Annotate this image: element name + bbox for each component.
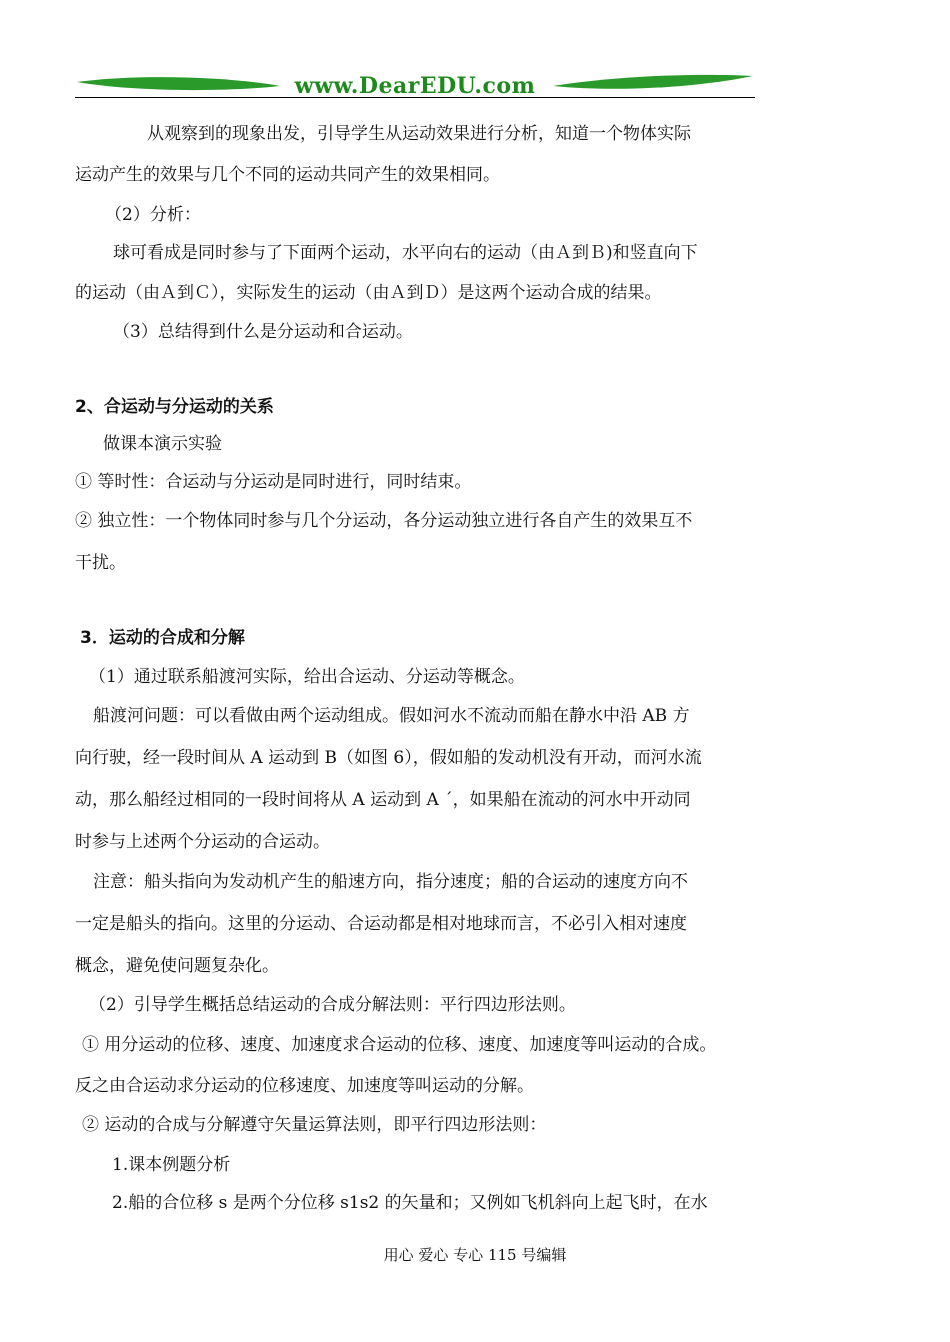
paragraph-line: ① 等时性：合运动与分运动是同时进行，同时结束。: [75, 472, 472, 492]
paragraph-line: 干扰。: [75, 553, 126, 573]
paragraph-line: 动，那么船经过相同的一段时间将从 A 运动到 A ˊ，如果船在流动的河水中开动同: [75, 790, 691, 810]
paragraph-line: 时参与上述两个分运动的合运动。: [75, 832, 330, 852]
paragraph-line: 球可看成是同时参与了下面两个运动，水平向右的运动（由Ａ到Ｂ)和竖直向下: [113, 243, 698, 263]
paragraph-line: 1.课本例题分析: [112, 1155, 231, 1175]
page-header: [75, 70, 755, 102]
paragraph-line: 一定是船头的指向。这里的分运动、合运动都是相对地球而言，不必引入相对速度: [75, 914, 687, 934]
paragraph-line: 注意：船头指向为发动机产生的船速方向，指分速度；船的合运动的速度方向不: [93, 872, 688, 892]
paragraph-line: ② 运动的合成与分解遵守矢量运算法则，即平行四边形法则：: [82, 1115, 547, 1135]
paragraph-line: 反之由合运动求分运动的位移速度、加速度等叫运动的分解。: [75, 1076, 534, 1096]
section-heading: 2、合运动与分运动的关系: [75, 397, 274, 417]
header-rule: [75, 97, 755, 98]
section-heading: 3．运动的合成和分解: [80, 628, 245, 648]
paragraph-line: 从观察到的现象出发，引导学生从运动效果进行分析，知道一个物体实际: [147, 124, 691, 144]
paragraph-line: （2）分析：: [105, 205, 201, 225]
paragraph-line: 船渡河问题：可以看做由两个运动组成。假如河水不流动而船在静水中沿 AB 方: [93, 706, 690, 726]
paragraph-line: 概念，避免使问题复杂化。: [75, 956, 279, 976]
paragraph-line: （2）引导学生概括总结运动的合成分解法则：平行四边形法则。: [89, 995, 576, 1015]
paragraph-line: （1）通过联系船渡河实际，给出合运动、分运动等概念。: [89, 667, 525, 687]
paragraph-line: 向行驶，经一段时间从 A 运动到 B（如图 6），假如船的发动机没有开动，而河水流: [75, 748, 702, 768]
paragraph-line: ② 独立性：一个物体同时参与几个分运动，各分运动独立进行各自产生的效果互不: [75, 511, 693, 531]
paragraph-line: 2.船的合位移 s 是两个分位移 s1s2 的矢量和；又例如飞机斜向上起飞时，在水: [112, 1193, 708, 1213]
paragraph-line: 的运动（由Ａ到Ｃ），实际发生的运动（由Ａ到Ｄ）是这两个运动合成的结果。: [75, 283, 662, 303]
site-logo: www.DearEDU.com: [294, 73, 536, 99]
paragraph-line: 运动产生的效果与几个不同的运动共同产生的效果相同。: [75, 165, 500, 185]
paragraph-line: （3）总结得到什么是分运动和合运动。: [113, 322, 413, 342]
paragraph-line: ① 用分运动的位移、速度、加速度求合运动的位移、速度、加速度等叫运动的合成。: [82, 1035, 717, 1055]
paragraph-line: 做课本演示实验: [103, 434, 222, 454]
page-footer: 用心 爱心 专心 115 号编辑: [383, 1246, 567, 1264]
